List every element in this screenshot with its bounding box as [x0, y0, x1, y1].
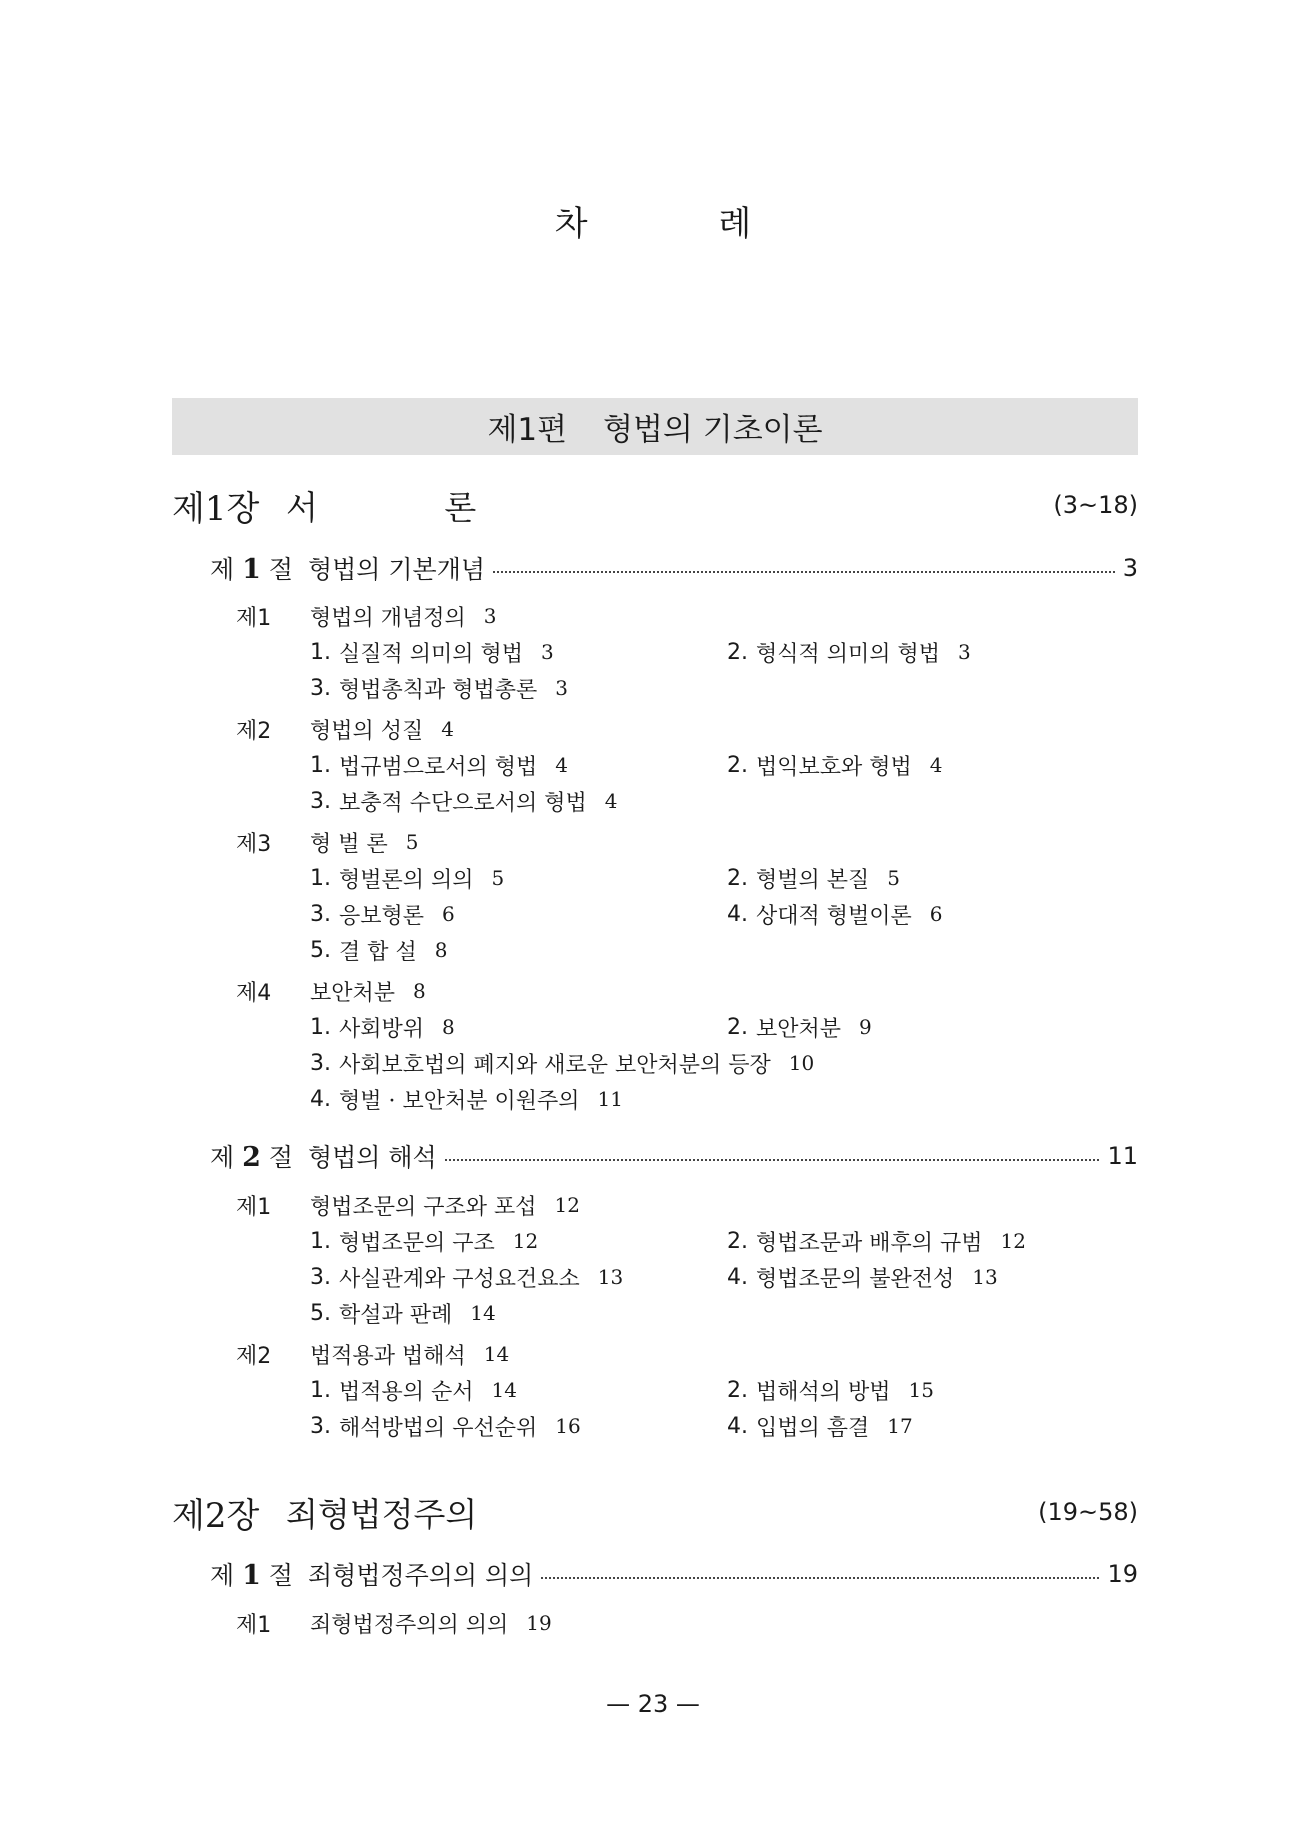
section-title: 죄형법정주의의 의의	[308, 1561, 534, 1590]
chapter-title: 죄형법정주의	[286, 1494, 478, 1534]
subsection-entry[interactable]	[236, 714, 454, 744]
chapter-page-range: (19~58)	[1038, 1498, 1138, 1526]
subsection-title: 죄형법정주의의 의의	[310, 1612, 509, 1638]
subsection-title: 형법의 개념정의	[310, 605, 466, 631]
subsection-page: 19	[526, 1611, 552, 1635]
page-title: 차 례	[554, 204, 812, 244]
subsection-entry[interactable]	[236, 1190, 580, 1220]
part-banner	[172, 398, 1138, 455]
subsection-page: 8	[413, 979, 426, 1003]
subsection-entry[interactable]	[236, 1339, 509, 1369]
list-item[interactable]: 4. 형법조문의 불완전성 13	[727, 1264, 998, 1292]
subsection-label: 제4	[236, 980, 272, 1006]
subsection-page: 5	[405, 830, 419, 854]
section-entry[interactable]	[210, 1556, 1138, 1592]
list-item[interactable]: 4. 형벌 · 보안처분 이원주의 11	[310, 1086, 623, 1114]
section-page: 19	[1107, 1560, 1138, 1588]
subsection-entry[interactable]	[236, 1608, 552, 1638]
section-entry[interactable]	[210, 550, 1138, 586]
subsection-title: 형법의 성질	[310, 718, 424, 744]
list-item[interactable]: 1. 사회방위 8	[310, 1014, 455, 1042]
list-item[interactable]: 2. 형벌의 본질 5	[727, 865, 900, 893]
subsection-label: 제1	[236, 1612, 272, 1638]
section-label: 제 1 절	[210, 1560, 294, 1591]
subsection-label: 제2	[236, 718, 272, 744]
list-item[interactable]: 3. 해석방법의 우선순위 16	[310, 1413, 581, 1441]
part-title: 형법의 기초이론	[603, 412, 823, 448]
section-page: 11	[1107, 1142, 1138, 1170]
subsection-entry[interactable]	[236, 976, 426, 1006]
list-item[interactable]: 1. 법적용의 순서 14	[310, 1377, 517, 1405]
section-label: 제 2 절	[210, 1142, 294, 1173]
list-item[interactable]: 5. 결 합 설 8	[310, 937, 448, 965]
list-item[interactable]: 3. 사실관계와 구성요건요소 13	[310, 1264, 624, 1292]
subsection-label: 제1	[236, 1194, 272, 1220]
dot-leader	[493, 571, 1115, 573]
subsection-title: 형법조문의 구조와 포섭	[310, 1194, 537, 1220]
chapter-page-range: (3~18)	[1053, 491, 1138, 519]
list-item[interactable]: 3. 보충적 수단으로서의 형법 4	[310, 788, 618, 816]
list-item[interactable]: 1. 형벌론의 의의 5	[310, 865, 505, 893]
section-page: 3	[1122, 554, 1138, 582]
list-item[interactable]: 1. 형법조문의 구조 12	[310, 1228, 539, 1256]
list-item[interactable]: 5. 학설과 판례 14	[310, 1300, 496, 1328]
list-item[interactable]: 4. 입법의 흠결 17	[727, 1413, 913, 1441]
chapter-label: 제1장	[172, 488, 260, 529]
list-item[interactable]: 2. 형법조문과 배후의 규범 12	[727, 1228, 1026, 1256]
chapter-heading	[172, 480, 1138, 530]
list-item[interactable]: 2. 법해석의 방법 15	[727, 1377, 934, 1405]
dot-leader	[445, 1159, 1100, 1161]
chapter-title: 서 론	[286, 487, 535, 527]
subsection-page: 14	[483, 1342, 510, 1366]
subsection-page: 4	[441, 717, 454, 741]
chapter-label: 제2장	[172, 1495, 260, 1536]
list-item[interactable]: 4. 상대적 형벌이론 6	[727, 901, 943, 929]
list-item[interactable]: 2. 보안처분 9	[727, 1014, 872, 1042]
chapter-heading	[172, 1487, 1138, 1537]
subsection-entry[interactable]	[236, 827, 418, 857]
subsection-label: 제2	[236, 1343, 272, 1369]
list-item[interactable]: 2. 형식적 의미의 형법 3	[727, 639, 971, 667]
page-number: — 23 —	[606, 1690, 700, 1718]
section-title: 형법의 해석	[308, 1143, 437, 1172]
subsection-label: 제3	[236, 831, 272, 857]
subsection-page: 3	[483, 604, 497, 628]
list-item[interactable]: 3. 응보형론 6	[310, 901, 455, 929]
list-item[interactable]: 3. 형법총칙과 형법총론 3	[310, 675, 568, 703]
subsection-entry[interactable]	[236, 601, 497, 631]
dot-leader	[541, 1577, 1099, 1579]
subsection-title: 보안처분	[310, 980, 396, 1006]
list-item[interactable]: 2. 법익보호와 형법 4	[727, 752, 943, 780]
section-entry[interactable]	[210, 1138, 1138, 1174]
section-label: 제 1 절	[210, 554, 294, 585]
list-item[interactable]: 1. 실질적 의미의 형법 3	[310, 639, 554, 667]
list-item[interactable]: 3. 사회보호법의 폐지와 새로운 보안처분의 등장 10	[310, 1050, 815, 1078]
subsection-page: 12	[554, 1193, 580, 1217]
subsection-title: 형 벌 론	[310, 831, 388, 857]
list-item[interactable]: 1. 법규범으로서의 형법 4	[310, 752, 568, 780]
subsection-label: 제1	[236, 605, 272, 631]
section-title: 형법의 기본개념	[308, 555, 485, 584]
subsection-title: 법적용과 법해석	[310, 1343, 466, 1369]
part-number: 제1편	[487, 412, 568, 448]
